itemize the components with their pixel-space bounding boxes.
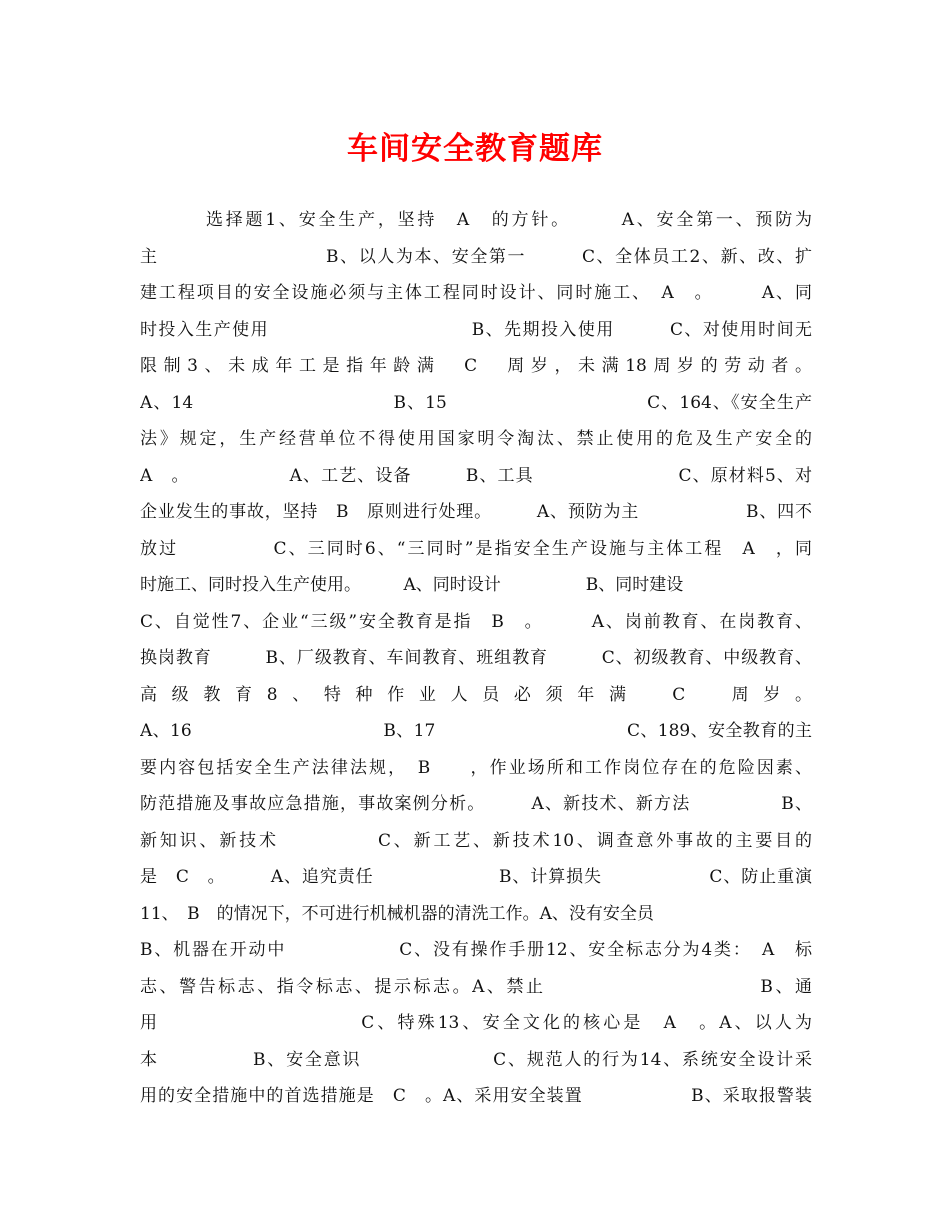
text-line: A 。 A、工艺、设备 B、工具 C、原材料5、对 <box>140 465 812 486</box>
text-line: 要内容包括安全生产法律法规， B ，作业场所和工作岗位存在的危险因素、 <box>140 757 812 778</box>
text-line: 是 C 。 A、追究责任 B、计算损失 C、防止重演 <box>140 867 812 887</box>
text-line: 用 C、特殊13、安全文化的核心是 A 。A、以人为 <box>140 1013 812 1033</box>
text-line: A、16 B、17 C、189、安全教育的主 <box>140 721 812 741</box>
text-line: 防范措施及事故应急措施，事故案例分析。 A、新技术、新方法 B、 <box>140 794 812 814</box>
text-line: 志、警告标志、指令标志、提示标志。A、禁止 B、通 <box>140 976 812 997</box>
text-line: 高级教育8、特种作业人员必须年满 C 周岁。 <box>140 684 812 705</box>
text-line: 时施工、同时投入生产使用。 A、同时设计 B、同时建设 <box>140 575 684 595</box>
text-line: 本 B、安全意识 C、规范人的行为14、系统安全设计采 <box>140 1049 812 1070</box>
document-title: 车间安全教育题库 <box>347 131 603 167</box>
text-line: A、14 B、15 C、164、《安全生产 <box>140 392 812 413</box>
question-body <box>140 202 812 1115</box>
text-line: 11、 B 的情况下，不可进行机械机器的清洗工作。A、没有安全员 <box>140 903 654 924</box>
text-line: 法》规定，生产经营单位不得使用国家明令淘汰、禁止使用的危及生产安全的 <box>140 429 812 449</box>
text-line: 放过 C、三同时6、“三同时”是指安全生产设施与主体工程 A ，同 <box>140 538 812 559</box>
text-line: 限制3、未成年工是指年龄满 C 周岁，未满18周岁的劳动者。 <box>140 356 812 376</box>
text-line: 建工程项目的安全设施必须与主体工程同时设计、同时施工、 A 。 A、同 <box>140 283 812 303</box>
text-line: B、机器在开动中 C、没有操作手册12、安全标志分为4类： A 标 <box>140 940 812 960</box>
text-line: 时投入生产使用 B、先期投入使用 C、对使用时间无 <box>140 319 812 340</box>
text-line: 用的安全措施中的首选措施是 C 。A、采用安全装置 B、采取报警装 <box>140 1086 812 1106</box>
text-line: C、自觉性7、企业“三级”安全教育是指 B 。 A、岗前教育、在岗教育、 <box>140 611 812 632</box>
text-line: 主 B、以人为本、安全第一 C、全体员工2、新、改、扩 <box>140 246 812 267</box>
text-line: 选择题1、安全生产，坚持 A 的方针。 A、安全第一、预防为 <box>206 210 812 230</box>
text-line: 换岗教育 B、厂级教育、车间教育、班组教育 C、初级教育、中级教育、 <box>140 648 812 668</box>
text-line: 新知识、新技术 C、新工艺、新技术10、调查意外事故的主要目的 <box>140 830 812 851</box>
text-line: 企业发生的事故，坚持 B 原则进行处理。 A、预防为主 B、四不 <box>140 502 812 522</box>
